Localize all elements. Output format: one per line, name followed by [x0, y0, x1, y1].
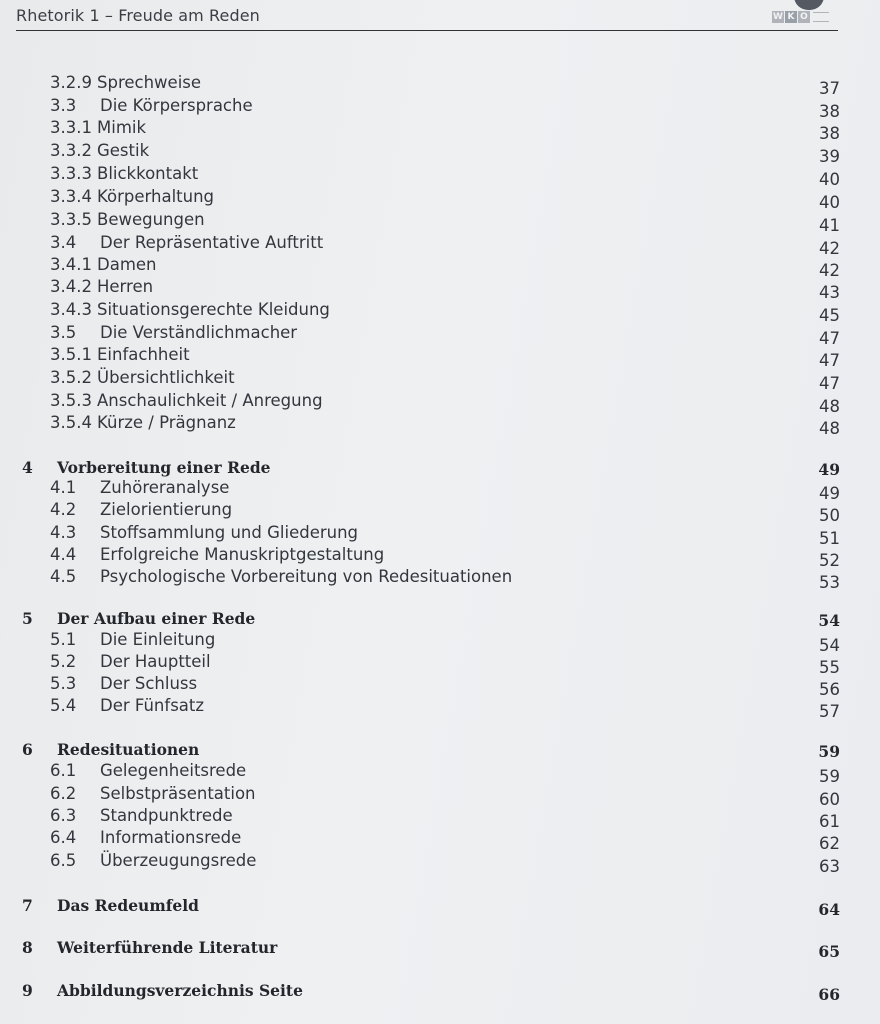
toc-entry[interactable]: [0, 545, 880, 570]
running-header: [16, 4, 838, 31]
toc-entry[interactable]: [0, 118, 880, 143]
toc-entry-number: 6.1: [50, 761, 77, 780]
toc-entry-page: 42: [819, 261, 840, 280]
toc-entry-title: Überzeugungsrede: [100, 851, 257, 870]
toc-entry-number: 6.4: [50, 828, 77, 847]
toc-entry-title: Blickkontakt: [97, 164, 199, 183]
toc-entry[interactable]: [0, 523, 880, 548]
toc-entry[interactable]: [0, 300, 880, 325]
wko-logo: [772, 8, 838, 26]
toc-entry-title: Die Verständlichmacher: [100, 323, 298, 342]
toc-entry[interactable]: [0, 255, 880, 280]
toc-entry-page: 57: [819, 702, 840, 721]
toc-entry-number: 4.3: [50, 523, 77, 542]
toc-entry-number: 3.5.4: [50, 413, 92, 432]
toc-entry-page: 51: [819, 529, 840, 548]
toc-entry-page: 43: [819, 283, 840, 302]
toc-chapter-title: Redesituationen: [57, 740, 200, 759]
toc-entry-number: 3.3.5: [50, 210, 92, 229]
toc-entry-page: 48: [819, 419, 840, 438]
toc-chapter-title: Vorbereitung einer Rede: [57, 458, 271, 477]
toc-entry[interactable]: [0, 368, 880, 393]
header-title: Rhetorik 1 – Freude am Reden: [16, 6, 260, 25]
toc-entry-page: 38: [819, 124, 840, 143]
toc-entry-title: Stoffsammlung und Gliederung: [100, 523, 359, 542]
toc-entry-number: 3.4.3: [50, 300, 92, 319]
toc-entry-title: Erfolgreiche Manuskriptgestaltung: [100, 545, 385, 564]
toc-entry-number: 5.1: [50, 630, 77, 649]
toc-entry-number: 3.5.3: [50, 391, 92, 410]
toc-entry-number: 3.5.2: [50, 368, 92, 387]
toc-entry-number: 3.3.3: [50, 164, 92, 183]
toc-entry-title: Informationsrede: [100, 828, 242, 847]
toc-entry-page: 45: [819, 306, 840, 325]
toc-entry-title: Der Hauptteil: [100, 652, 211, 671]
toc-entry-title: Herren: [97, 277, 154, 296]
toc-chapter[interactable]: [0, 938, 880, 960]
toc-entry-title: Körperhaltung: [97, 187, 215, 206]
toc-entry[interactable]: [0, 164, 880, 189]
toc-entry-page: 60: [819, 790, 840, 809]
toc-entry[interactable]: [0, 233, 880, 258]
logo-lines-icon: [813, 12, 829, 22]
toc-entry-page: 55: [819, 658, 840, 677]
toc-entry-title: Mimik: [97, 118, 147, 137]
toc-chapter[interactable]: [0, 740, 880, 762]
toc-entry-page: 62: [819, 834, 840, 853]
toc-entry[interactable]: [0, 345, 880, 370]
toc-entry-page: 53: [819, 573, 840, 592]
toc-entry-title: Zielorientierung: [100, 500, 233, 519]
toc-chapter[interactable]: [0, 609, 880, 631]
toc-entry-number: 3.4.1: [50, 255, 92, 274]
toc-entry-title: Gestik: [97, 141, 150, 160]
toc-chapter[interactable]: [0, 458, 880, 480]
toc-chapter-title: Abbildungsverzeichnis Seite: [57, 981, 303, 1000]
toc-chapter-page: 66: [818, 985, 840, 1004]
toc-entry-number: 4.4: [50, 545, 77, 564]
toc-entry-page: 52: [819, 551, 840, 570]
toc-entry-page: 39: [819, 147, 840, 166]
toc-entry[interactable]: [0, 478, 880, 503]
toc-entry-page: 42: [819, 239, 840, 258]
toc-chapter-page: 54: [818, 611, 840, 630]
toc-entry-title: Der Schluss: [100, 674, 198, 693]
toc-entry-page: 49: [819, 484, 840, 503]
toc-entry-number: 5.2: [50, 652, 77, 671]
toc-entry[interactable]: [0, 567, 880, 592]
toc-entry-page: 61: [819, 812, 840, 831]
toc-chapter-number: 5: [22, 609, 33, 628]
toc-entry-page: 37: [819, 79, 840, 98]
toc-entry-page: 63: [819, 857, 840, 876]
toc-entry[interactable]: [0, 630, 880, 655]
toc-entry-title: Übersichtlichkeit: [97, 368, 235, 387]
toc-entry-title: Standpunktrede: [100, 806, 233, 825]
toc-entry-number: 3.4.2: [50, 277, 92, 296]
toc-chapter-title: Das Redeumfeld: [57, 896, 199, 915]
toc-entry-title: Der Fünfsatz: [100, 696, 205, 715]
toc-chapter-number: 8: [22, 938, 33, 957]
toc-entry[interactable]: [0, 73, 880, 98]
toc-entry-title: Bewegungen: [97, 210, 205, 229]
toc-entry-number: 4.2: [50, 500, 77, 519]
toc-chapter-page: 64: [818, 900, 840, 919]
logo-letter: K: [785, 11, 797, 23]
toc-entry-page: 38: [819, 102, 840, 121]
toc-entry-title: Damen: [97, 255, 157, 274]
toc-entry[interactable]: [0, 806, 880, 831]
toc-entry[interactable]: [0, 96, 880, 121]
toc-entry-title: Kürze / Prägnanz: [97, 413, 236, 432]
toc-entry-page: 47: [819, 351, 840, 370]
toc-entry-title: Psychologische Vorbereitung von Redesituationen: [100, 567, 513, 586]
toc-entry-page: 56: [819, 680, 840, 699]
toc-entry-title: Anschaulichkeit / Anregung: [97, 391, 323, 410]
toc-entry-title: Sprechweise: [97, 73, 202, 92]
toc-entry-number: 3.3.4: [50, 187, 92, 206]
toc-entry-page: 41: [819, 216, 840, 235]
toc-entry-number: 3.3.2: [50, 141, 92, 160]
toc-entry-number: 3.3: [50, 96, 77, 115]
toc-chapter-page: 59: [818, 742, 840, 761]
toc-chapter-title: Der Aufbau einer Rede: [57, 609, 256, 628]
toc-entry-title: Die Einleitung: [100, 630, 216, 649]
toc-entry-title: Der Repräsentative Auftritt: [100, 233, 324, 252]
toc-chapter-page: 65: [818, 942, 840, 961]
toc-entry-title: Selbstpräsentation: [100, 784, 256, 803]
toc-entry-number: 6.5: [50, 851, 77, 870]
toc-entry-number: 3.5: [50, 323, 77, 342]
toc-entry-number: 3.3.1: [50, 118, 92, 137]
toc-entry-number: 3.4: [50, 233, 77, 252]
toc-chapter-number: 6: [22, 740, 33, 759]
toc-entry-title: Gelegenheitsrede: [100, 761, 247, 780]
toc-chapter-number: 9: [22, 981, 33, 1000]
toc-entry[interactable]: [0, 652, 880, 677]
toc-entry-number: 3.2.9: [50, 73, 92, 92]
toc-entry-number: 4.1: [50, 478, 77, 497]
toc-chapter-title: Weiterführende Literatur: [57, 938, 278, 957]
toc-entry-page: 50: [819, 506, 840, 525]
toc-entry-number: 4.5: [50, 567, 77, 586]
toc-chapter-page: 49: [818, 460, 840, 479]
toc-entry[interactable]: [0, 828, 880, 853]
toc-chapter[interactable]: [0, 981, 880, 1003]
logo-letter: W: [773, 12, 783, 22]
toc-entry-title: Zuhöreranalyse: [100, 478, 230, 497]
toc-entry-title: Einfachheit: [97, 345, 190, 364]
toc-entry-number: 5.3: [50, 674, 77, 693]
logo-emblem-icon: [794, 0, 824, 10]
toc-entry[interactable]: [0, 413, 880, 438]
toc-entry[interactable]: [0, 187, 880, 212]
toc-chapter-number: 7: [22, 896, 33, 915]
logo-letter: O: [798, 11, 810, 23]
toc-entry-title: Die Körpersprache: [100, 96, 253, 115]
toc-chapter[interactable]: [0, 896, 880, 918]
toc-entry[interactable]: [0, 696, 880, 721]
toc-entry-page: 40: [819, 193, 840, 212]
toc-entry-number: 6.2: [50, 784, 77, 803]
toc-entry-page: 40: [819, 170, 840, 189]
toc-chapter-number: 4: [22, 458, 33, 477]
toc-entry[interactable]: [0, 391, 880, 416]
toc-entry-page: 59: [819, 767, 840, 786]
toc-entry-page: 54: [819, 636, 840, 655]
toc-entry[interactable]: [0, 277, 880, 302]
toc-entry[interactable]: [0, 141, 880, 166]
toc-entry[interactable]: [0, 784, 880, 809]
toc-entry[interactable]: [0, 761, 880, 786]
toc-entry-number: 5.4: [50, 696, 77, 715]
toc-entry-page: 47: [819, 329, 840, 348]
toc-entry[interactable]: [0, 210, 880, 235]
toc-entry-title: Situationsgerechte Kleidung: [97, 300, 330, 319]
toc-entry[interactable]: [0, 500, 880, 525]
toc-entry[interactable]: [0, 674, 880, 699]
toc-entry-number: 6.3: [50, 806, 77, 825]
toc-entry[interactable]: [0, 851, 880, 876]
toc-entry[interactable]: [0, 323, 880, 348]
toc-entry-page: 47: [819, 374, 840, 393]
toc-entry-number: 3.5.1: [50, 345, 92, 364]
toc-entry-page: 48: [819, 397, 840, 416]
